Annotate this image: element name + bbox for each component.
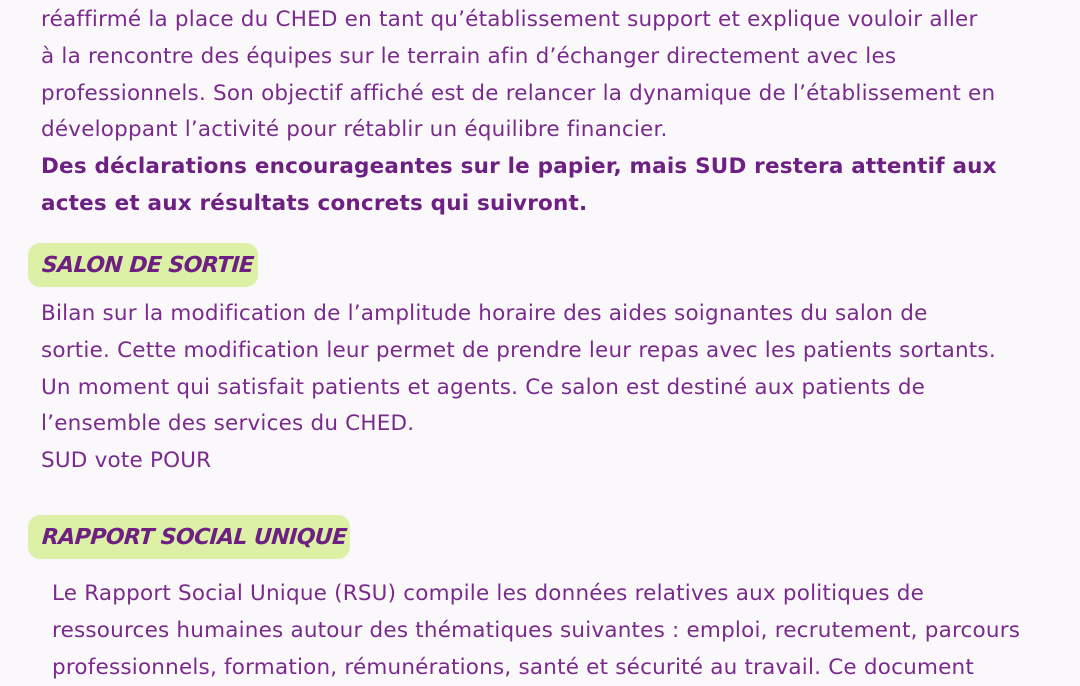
- vote-line: SUD vote POUR: [41, 448, 212, 474]
- section-heading-text: RAPPORT SOCIAL UNIQUE: [41, 524, 348, 550]
- section-heading-text: SALON DE SORTIE: [41, 252, 255, 278]
- text-line: sortie. Cette modification leur permet de prendre leur repas avec les patients sortants.: [41, 337, 996, 363]
- text-line: professionnels, formation, rémunérations, santé et sécurité au travail. Ce document: [52, 654, 974, 680]
- intro-paragraph: [41, 2, 1051, 223]
- section-heading-rsu: [28, 515, 350, 559]
- salon-paragraph: [41, 296, 1051, 480]
- text-line: réaffirmé la place du CHED en tant qu’établissement support et explique vouloir aller: [41, 7, 978, 32]
- section-heading-salon: [28, 243, 258, 287]
- text-line: professionnels. Son objectif affiché est de relancer la dynamique de l’établissement en: [41, 80, 996, 106]
- text-line: ressources humaines autour des thématiques suivantes : emploi, recrutement, parcours: [52, 617, 1021, 643]
- rsu-paragraph: [52, 576, 1052, 686]
- text-line: l’ensemble des services du CHED.: [41, 411, 415, 437]
- text-line: Le Rapport Social Unique (RSU) compile les données relatives aux politiques de: [52, 581, 925, 606]
- text-line: Bilan sur la modification de l’amplitude horaire des aides soignantes du salon de: [41, 301, 928, 326]
- text-line: à la rencontre des équipes sur le terrain afin d’échanger directement avec les: [41, 43, 897, 69]
- text-line: Un moment qui satisfait patients et agents. Ce salon est destiné aux patients de: [41, 374, 926, 400]
- emphasis-line: actes et aux résultats concrets qui suivront.: [41, 190, 588, 216]
- emphasis-line: Des déclarations encourageantes sur le papier, mais SUD restera attentif aux: [41, 154, 997, 180]
- text-line: développant l’activité pour rétablir un équilibre financier.: [41, 117, 668, 143]
